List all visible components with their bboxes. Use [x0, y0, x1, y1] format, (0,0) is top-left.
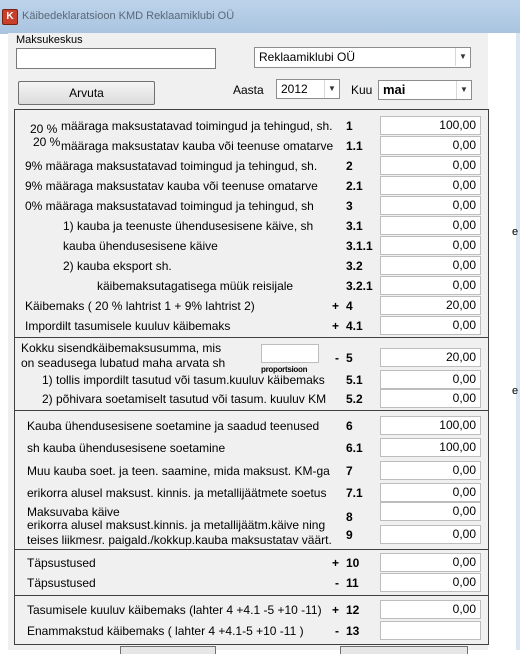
- arvuta-button[interactable]: Arvuta: [18, 81, 155, 105]
- row-13: Enammakstud käibemaks ( lahter 4 +4.1-5 +10 -11 ) - 13: [15, 621, 489, 641]
- value-field-7[interactable]: 0,00: [380, 461, 481, 480]
- deductible-line-2: on seadusega lubatud maha arvata sh: [21, 356, 226, 370]
- section-turnover: [14, 109, 489, 338]
- value-field-8[interactable]: 0,00: [380, 502, 481, 521]
- value-field-3[interactable]: 0,00: [380, 196, 481, 215]
- row-6: Kauba ühendusesisene soetamine ja saadud teenused 6 100,00: [15, 416, 489, 436]
- value-field-2[interactable]: 0,00: [380, 156, 481, 175]
- company-select[interactable]: [254, 47, 471, 68]
- row-4-1: Impordilt tasumisele kuuluv käibemaks + 4.1 0,00: [15, 316, 489, 336]
- value-field-4[interactable]: 20,00: [380, 296, 481, 315]
- value-field-3-2[interactable]: 0,00: [380, 256, 481, 275]
- row-8: Maksuvaba käive 8 0,00: [15, 502, 489, 522]
- value-field-4-1[interactable]: 0,00: [380, 316, 481, 335]
- value-field-13[interactable]: [380, 621, 481, 640]
- chevron-down-icon[interactable]: ▼: [455, 48, 470, 66]
- deductible-line-1: Kokku sisendkäibemaksusumma, mis: [21, 341, 222, 355]
- value-field-2-1[interactable]: 0,00: [380, 176, 481, 195]
- row-1: 20 % määraga maksustatavad toimingud ja tehingud, sh. 1 100,00: [15, 116, 489, 136]
- kuu-label: Kuu: [351, 83, 373, 97]
- row-6-1: sh kauba ühendusesisene soetamine 6.1 100,00: [15, 438, 489, 458]
- background-text-fragment: e: [512, 226, 519, 238]
- maksukeskus-input[interactable]: [16, 48, 216, 69]
- company-select-value: Reklaamiklubi OÜ: [259, 50, 356, 64]
- row-1-1: 20 % määraga maksustatav kauba või teenuse omatarve 1.1 0,00: [15, 136, 489, 156]
- value-field-7-1[interactable]: 0,00: [380, 483, 481, 502]
- aasta-select-value: 2012: [281, 82, 308, 96]
- kuu-select-value: mai: [383, 82, 406, 97]
- value-field-6[interactable]: 100,00: [380, 416, 481, 435]
- value-field-3-2-1[interactable]: 0,00: [380, 276, 481, 295]
- maksukeskus-label: Maksukeskus: [16, 34, 83, 46]
- value-field-12[interactable]: 0,00: [380, 600, 481, 619]
- kuu-select[interactable]: [378, 80, 472, 100]
- chevron-down-icon[interactable]: ▼: [324, 80, 339, 98]
- row-5-1: 1) tollis impordilt tasutud või tasum.kuuluv käibemaks 5.1 0,00: [15, 370, 489, 390]
- row-3-1: 1) kauba ja teenuste ühendusesisene käive, sh 3.1 0,00: [15, 216, 489, 236]
- value-field-6-1[interactable]: 100,00: [380, 438, 481, 457]
- row-9-line-2: teises liikmesr. paigald./kokkup.kauba maksustatav väärt.: [27, 533, 332, 547]
- chevron-down-icon[interactable]: ▼: [456, 81, 471, 99]
- value-field-1[interactable]: 100,00: [380, 116, 481, 135]
- bottom-button-2[interactable]: [340, 646, 468, 654]
- value-field-5-2[interactable]: 0,00: [380, 389, 481, 408]
- row-2-1: 9% määraga maksustatav kauba või teenuse omatarve 2.1 0,00: [15, 176, 489, 196]
- row-3-2-1: käibemaksutagatisega müük reisijale 3.2.1 0,00: [15, 276, 489, 296]
- value-field-3-1-1[interactable]: 0,00: [380, 236, 481, 255]
- title-bar[interactable]: [0, 0, 520, 34]
- row-9-line-1: erikorra alusel maksust.kinnis. ja metallijäätm.käive ning: [27, 518, 326, 532]
- background-text-fragment: e: [512, 385, 519, 397]
- section-input-vat: [14, 337, 489, 411]
- app-icon[interactable]: K: [2, 9, 18, 25]
- row-10: Täpsustused + 10 0,00: [15, 553, 489, 573]
- row-7: Muu kauba soet. ja teen. saamine, mida maksust. KM-ga 7 0,00: [15, 461, 489, 481]
- value-field-1-1[interactable]: 0,00: [380, 136, 481, 155]
- value-field-5-1[interactable]: 0,00: [380, 370, 481, 389]
- background-window-strip: [488, 33, 520, 650]
- section-corrections: [14, 549, 489, 596]
- value-field-5[interactable]: 20,00: [380, 348, 481, 367]
- row-2: 9% määraga maksustatavad toimingud ja tehingud, sh. 2 0,00: [15, 156, 489, 176]
- row-7-1: erikorra alusel maksust. kinnis. ja metallijäätmete soetus 7.1 0,00: [15, 483, 489, 503]
- value-field-3-1[interactable]: 0,00: [380, 216, 481, 235]
- aasta-select[interactable]: [276, 79, 340, 99]
- row-3-2: 2) kauba eksport sh. 3.2 0,00: [15, 256, 489, 276]
- window-title: Käibedeklaratsioon KMD Reklaamiklubi OÜ: [22, 10, 235, 22]
- value-field-11[interactable]: 0,00: [380, 573, 481, 592]
- row-12: Tasumisele kuuluv käibemaks (lahter 4 +4.1 -5 +10 -11) + 12 0,00: [15, 600, 489, 620]
- row-5: - 5 20,00: [15, 348, 489, 368]
- section-acquisitions: [14, 410, 489, 550]
- value-field-9[interactable]: 0,00: [380, 525, 481, 544]
- aasta-label: Aasta: [233, 83, 264, 97]
- bottom-button-1[interactable]: [120, 646, 216, 654]
- row-3: 0% määraga maksustatavad toimingud ja tehingud, sh 3 0,00: [15, 196, 489, 216]
- row-11: Täpsustused - 11 0,00: [15, 573, 489, 593]
- section-totals: [14, 595, 489, 645]
- value-field-10[interactable]: 0,00: [380, 553, 481, 572]
- row-5-2: 2) põhivara soetamiselt tasutud või tasum. kuuluv KM 5.2 0,00: [15, 389, 489, 409]
- row-3-1-1: kauba ühendusesisene käive 3.1.1 0,00: [15, 236, 489, 256]
- row-9: 9 0,00: [15, 525, 489, 545]
- row-4: Käibemaks ( 20 % lahtrist 1 + 9% lahtrist 2) + 4 20,00: [15, 296, 489, 316]
- proportsioon-label: proportsioon: [261, 365, 308, 374]
